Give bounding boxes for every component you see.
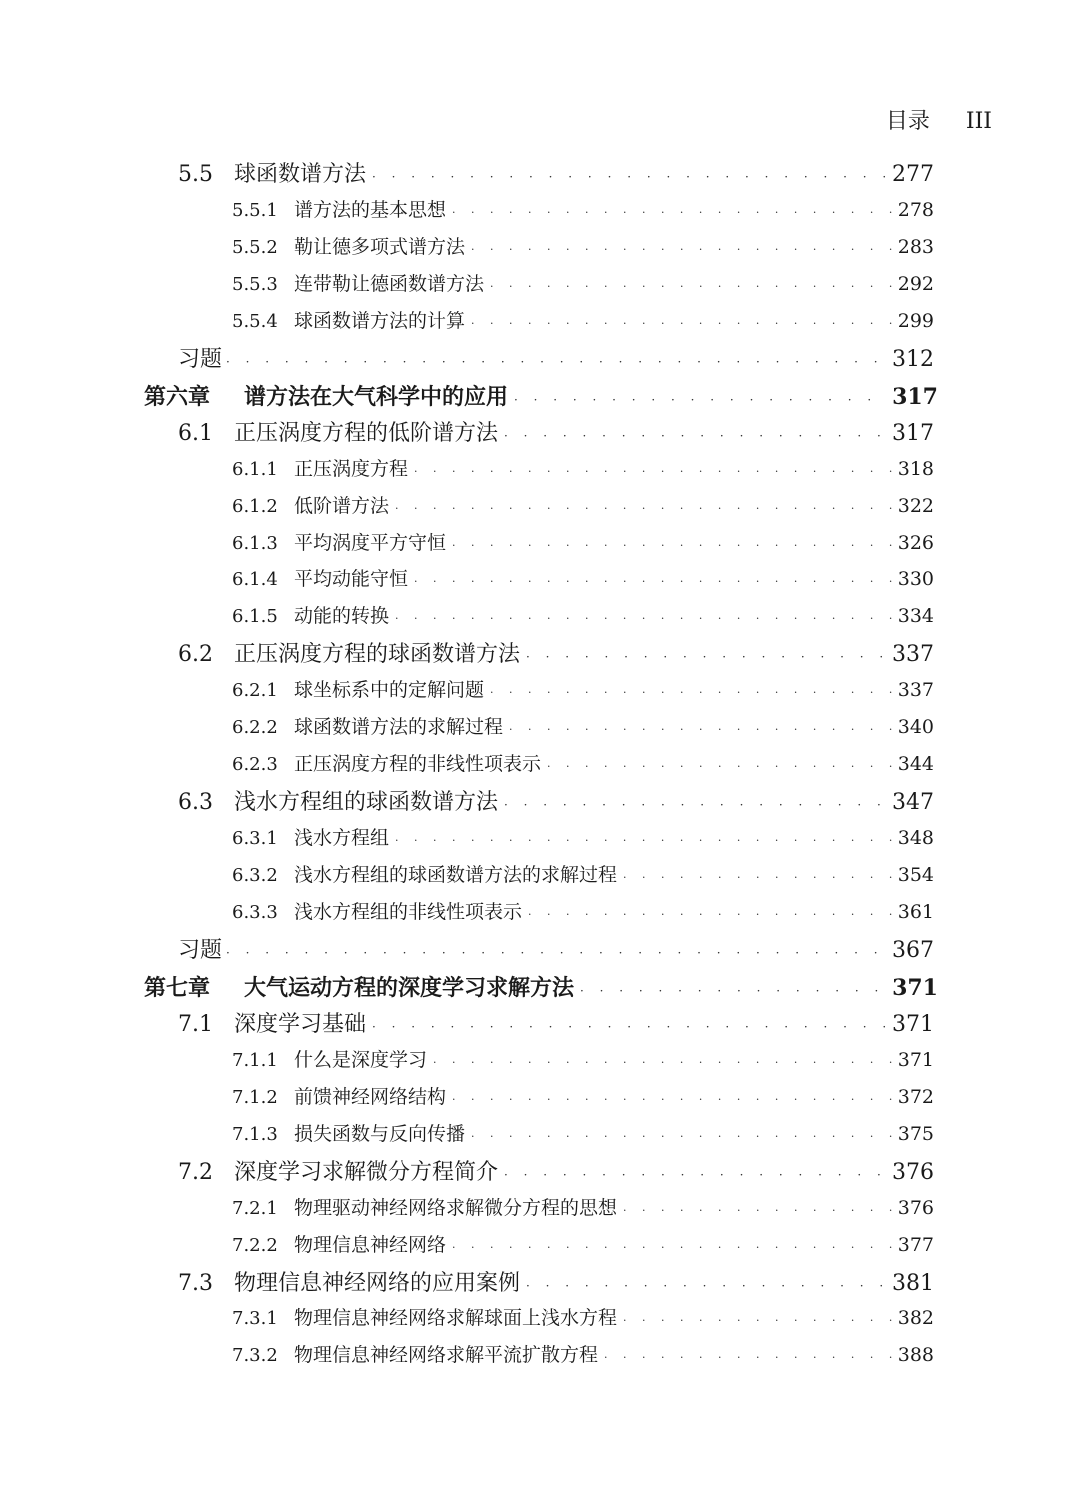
entry-title: 球坐标系中的定解问题 <box>294 679 485 702</box>
entry-title: 勒让德多项式谱方法 <box>294 235 466 258</box>
entry-title: 谱方法的基本思想 <box>294 198 447 221</box>
entry-page-number: 299 <box>897 309 934 332</box>
toc-subsection-entry <box>232 1122 934 1145</box>
entry-page-number: 372 <box>897 1085 934 1108</box>
entry-page-number: 344 <box>897 753 934 776</box>
toc-exercises-entry <box>178 937 934 963</box>
dot-leader <box>414 576 892 587</box>
dot-leader <box>395 835 892 846</box>
entry-page-number: 348 <box>897 827 934 850</box>
entry-number: 6.3.3 <box>232 902 278 923</box>
toc-subsection-entry <box>232 903 934 922</box>
entry-number: 6.3.2 <box>232 865 278 887</box>
entry-page-number: 371 <box>897 1048 934 1071</box>
entry-number: 7.3.2 <box>232 1345 278 1367</box>
toc-subsection-entry <box>232 1085 934 1108</box>
dot-leader <box>528 909 892 920</box>
toc-section-entry <box>178 1011 934 1037</box>
entry-title: 谱方法在大气科学中的应用 <box>244 383 509 410</box>
entry-title: 物理信息神经网络求解球面上浅水方程 <box>294 1307 618 1330</box>
entry-title: 低阶谱方法 <box>294 494 390 517</box>
toc-subsection-entry <box>232 1309 934 1328</box>
entry-title: 物理信息神经网络 <box>294 1233 447 1256</box>
entry-number: 5.5.2 <box>232 236 278 258</box>
toc-subsection-entry <box>232 198 934 221</box>
toc-subsection-entry <box>232 1233 934 1256</box>
dot-leader <box>452 207 892 218</box>
entry-title: 平均动能守恒 <box>294 568 409 591</box>
entry-number: 7.1.3 <box>232 1123 278 1145</box>
entry-title: 大气运动方程的深度学习求解方法 <box>244 974 575 1001</box>
toc-chapter-entry <box>144 974 938 1001</box>
entry-page-number: 375 <box>897 1122 934 1145</box>
entry-page-number: 354 <box>897 864 934 887</box>
toc-subsection-entry <box>232 755 934 774</box>
entry-title: 损失函数与反向传播 <box>294 1122 466 1145</box>
dot-leader <box>623 872 892 883</box>
dot-leader <box>504 430 886 442</box>
entry-number: 6.1.4 <box>232 569 278 591</box>
dot-leader <box>604 1352 892 1363</box>
entry-page-number: 322 <box>897 494 934 517</box>
entry-number: 5.5.4 <box>232 310 278 332</box>
running-header <box>886 104 992 135</box>
dot-leader <box>433 1057 892 1068</box>
entry-page-number: 326 <box>897 531 934 554</box>
toc-subsection-entry <box>232 494 934 517</box>
entry-page-number: 377 <box>897 1233 934 1256</box>
dot-leader <box>414 466 892 477</box>
entry-page-number: 376 <box>897 1196 934 1219</box>
entry-title: 球函数谱方法的计算 <box>294 309 466 332</box>
entry-number: 6.1 <box>178 420 213 446</box>
entry-number: 第七章 <box>144 974 211 1001</box>
dot-leader <box>471 1131 892 1142</box>
toc-section-entry <box>178 164 934 186</box>
entry-page-number: 337 <box>897 679 934 702</box>
entry-page-number: 283 <box>897 235 934 258</box>
dot-leader <box>490 687 892 698</box>
toc-subsection-entry <box>232 272 934 295</box>
entry-page-number: 367 <box>892 937 934 963</box>
toc-subsection-entry <box>232 531 934 554</box>
entry-number: 6.2 <box>178 642 213 668</box>
entry-title: 物理信息神经网络的应用案例 <box>234 1270 521 1296</box>
entry-page-number: 318 <box>897 457 934 480</box>
entry-number: 7.1 <box>178 1011 213 1037</box>
dot-leader <box>452 540 892 551</box>
toc-subsection-entry <box>232 1048 934 1071</box>
toc-subsection-entry <box>232 309 934 332</box>
dot-leader <box>471 318 892 329</box>
entry-page-number: 361 <box>897 901 934 923</box>
entry-number: 6.3 <box>178 790 213 816</box>
toc-subsection-entry <box>232 681 934 700</box>
toc-subsection-entry <box>232 570 934 589</box>
toc-subsection-entry <box>232 718 934 737</box>
toc-subsection-entry <box>232 829 934 848</box>
toc-section-entry <box>178 644 934 666</box>
dot-leader <box>372 171 886 183</box>
entry-number: 6.2.1 <box>232 680 278 702</box>
toc-section-entry <box>178 1270 934 1296</box>
entry-title: 浅水方程组的球函数谱方法的求解过程 <box>294 864 618 887</box>
dot-leader <box>226 947 886 959</box>
entry-page-number: 371 <box>892 974 938 1001</box>
entry-number: 7.1.1 <box>232 1049 278 1071</box>
entry-number: 7.3 <box>178 1270 213 1296</box>
toc-chapter-entry <box>144 383 938 410</box>
dot-leader <box>509 724 892 735</box>
toc-subsection-entry <box>232 1346 934 1365</box>
entry-page-number: 371 <box>892 1011 934 1037</box>
entry-title: 浅水方程组的非线性项表示 <box>294 901 523 923</box>
entry-page-number: 334 <box>897 605 934 628</box>
dot-leader <box>504 1169 886 1181</box>
entry-title: 物理驱动神经网络求解微分方程的思想 <box>294 1196 618 1219</box>
entry-title: 深度学习基础 <box>234 1011 367 1037</box>
entry-title: 正压涡度方程的球函数谱方法 <box>234 642 521 668</box>
header-page-number: III <box>965 109 992 134</box>
entry-title: 深度学习求解微分方程简介 <box>234 1159 499 1185</box>
toc-subsection-entry <box>232 866 934 885</box>
dot-leader <box>471 244 892 255</box>
toc-subsection-entry <box>232 235 934 258</box>
entry-title: 连带勒让德函数谱方法 <box>294 272 485 295</box>
entry-title: 正压涡度方程的非线性项表示 <box>294 753 542 776</box>
dot-leader <box>623 1205 892 1216</box>
entry-number: 6.3.1 <box>232 828 278 850</box>
entry-number: 6.1.1 <box>232 458 278 480</box>
dot-leader <box>226 356 886 368</box>
entry-title: 前馈神经网络结构 <box>294 1085 447 1108</box>
entry-title: 浅水方程组的球函数谱方法 <box>234 790 499 816</box>
entry-title: 浅水方程组 <box>294 827 390 850</box>
entry-page-number: 347 <box>892 790 934 816</box>
dot-leader <box>526 1280 886 1292</box>
entry-title: 物理信息神经网络求解平流扩散方程 <box>294 1344 599 1367</box>
dot-leader <box>395 503 892 514</box>
dot-leader <box>514 394 886 406</box>
entry-number: 7.2 <box>178 1159 213 1185</box>
header-section-title: 目录 <box>885 109 930 134</box>
toc-subsection-entry <box>232 1196 934 1219</box>
entry-title: 习题 <box>178 937 223 963</box>
entry-number: 7.1.2 <box>232 1086 278 1108</box>
entry-number: 6.2.3 <box>232 754 278 776</box>
entry-title: 球函数谱方法的求解过程 <box>294 716 504 739</box>
entry-number: 7.3.1 <box>232 1308 278 1330</box>
toc-exercises-entry <box>178 346 934 372</box>
entry-page-number: 376 <box>892 1159 934 1185</box>
toc-subsection-entry <box>232 457 934 480</box>
dot-leader <box>395 613 892 624</box>
entry-page-number: 277 <box>892 162 934 187</box>
entry-page-number: 312 <box>892 346 934 372</box>
entry-page-number: 382 <box>897 1307 934 1330</box>
entry-page-number: 317 <box>892 420 934 446</box>
dot-leader <box>526 651 886 663</box>
entry-title: 动能的转换 <box>294 605 390 628</box>
entry-number: 6.1.2 <box>232 495 278 517</box>
toc-section-entry <box>178 1159 934 1185</box>
dot-leader <box>623 1315 892 1326</box>
dot-leader <box>490 281 892 292</box>
entry-page-number: 292 <box>897 272 934 295</box>
entry-title: 习题 <box>178 346 223 372</box>
entry-number: 6.1.5 <box>232 606 278 628</box>
entry-number: 6.2.2 <box>232 717 278 739</box>
dot-leader <box>372 1021 886 1033</box>
dot-leader <box>580 985 886 997</box>
entry-page-number: 278 <box>897 198 934 221</box>
entry-page-number: 388 <box>897 1344 934 1367</box>
entry-number: 7.2.2 <box>232 1234 278 1256</box>
toc-section-entry <box>178 420 934 446</box>
entry-title: 球函数谱方法 <box>234 162 367 187</box>
entry-number: 6.1.3 <box>232 532 278 554</box>
dot-leader <box>452 1242 892 1253</box>
dot-leader <box>547 761 892 772</box>
entry-number: 5.5 <box>178 162 213 187</box>
entry-page-number: 330 <box>897 568 934 591</box>
entry-page-number: 337 <box>892 642 934 668</box>
entry-title: 正压涡度方程 <box>294 457 409 480</box>
dot-leader <box>452 1094 892 1105</box>
entry-page-number: 381 <box>892 1270 934 1296</box>
entry-number: 5.5.3 <box>232 273 278 295</box>
toc-section-entry <box>178 792 934 814</box>
entry-title: 正压涡度方程的低阶谱方法 <box>234 420 499 446</box>
entry-number: 第六章 <box>144 383 211 410</box>
entry-page-number: 340 <box>897 716 934 739</box>
entry-number: 7.2.1 <box>232 1197 278 1219</box>
toc-subsection-entry <box>232 607 934 626</box>
entry-title: 平均涡度平方守恒 <box>294 531 447 554</box>
entry-number: 5.5.1 <box>232 199 278 221</box>
entry-page-number: 317 <box>892 383 938 410</box>
dot-leader <box>504 799 886 811</box>
entry-title: 什么是深度学习 <box>294 1048 428 1071</box>
